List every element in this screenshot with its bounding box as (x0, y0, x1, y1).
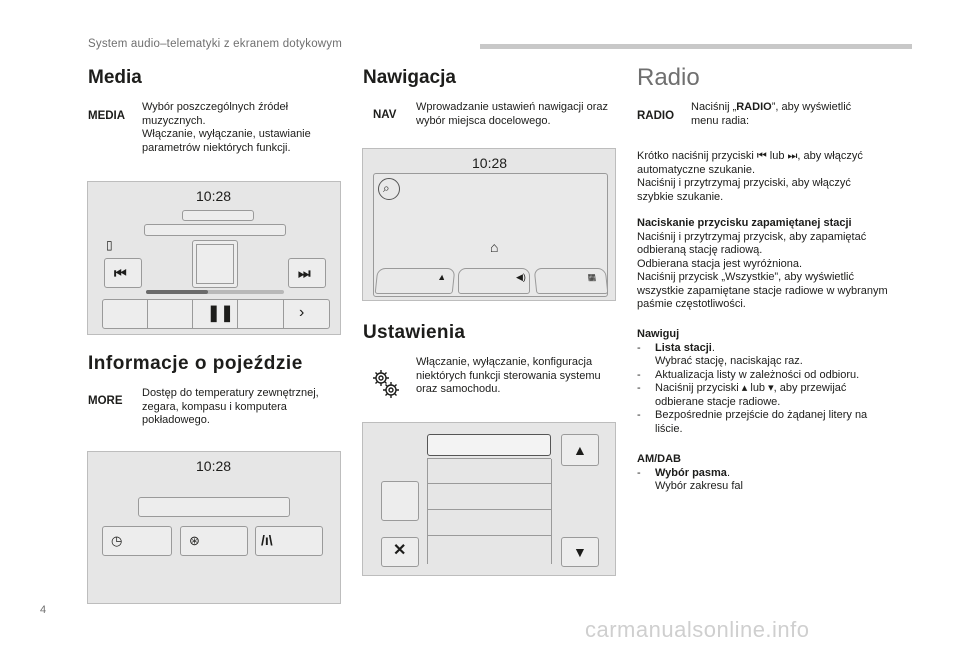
section-heading-media: Media (88, 67, 142, 88)
section-heading-vehicle-info: Informacje o pojeździe (88, 353, 303, 374)
album-art (192, 240, 238, 288)
list-item: - Lista stacji. Wybrać stację, naciskając raz. (637, 341, 803, 367)
radio-list-screen (362, 422, 616, 576)
info-status-bar (138, 497, 290, 517)
radio-seek-paragraph: Krótko naciśnij przyciski ⏮ lub ⏭, aby włączyć automatyczne szukanie. Naciśnij i przytrzymaj przyciski, aby włączyć szybkie szukanie. (637, 150, 863, 203)
clock-icon: ◷ (111, 533, 123, 548)
radio-band-paragraph: AM/DAB - Wybór pasma. Wybór zakresu fal (637, 453, 907, 494)
list-item: - Wybór pasma. Wybór zakresu fal (637, 466, 743, 492)
skip-forward-icon: ⏭ (298, 265, 311, 281)
close-icon: ✕ (393, 542, 407, 559)
close-button[interactable] (381, 537, 419, 567)
progress-bar[interactable] (146, 290, 284, 294)
triangle-up-icon: ▲ (573, 442, 587, 458)
screen-clock: 10:28 (472, 155, 508, 171)
section-heading-settings: Ustawienia (363, 322, 466, 343)
chevron-right-icon[interactable]: › (299, 304, 305, 321)
map-area[interactable] (373, 173, 608, 297)
skip-back-icon: ⏮ (114, 265, 127, 281)
list-item: - Naciśnij przyciski ▴ lub ▾, aby przewijać odbierane stacje radiowe. (637, 382, 847, 408)
list-selected-row[interactable] (427, 434, 551, 456)
road-icon: /ı\ (261, 532, 273, 548)
settings-gear-icon (368, 366, 404, 402)
radio-key-label: RADIO (637, 110, 675, 122)
media-key-label: MEDIA (88, 110, 126, 122)
watermark: carmanualsonline.info (585, 617, 810, 642)
compass-tile[interactable] (180, 526, 248, 556)
media-control-strip (102, 299, 330, 329)
previous-track-button[interactable] (104, 258, 142, 288)
nav-key-label: NAV (373, 109, 397, 121)
vehicle-position-icon: ⌂ (490, 239, 499, 255)
nav-tile-middle[interactable] (458, 268, 530, 294)
list-item: - Bezpośrednie przejście do żądanej litery na liście. (637, 409, 868, 435)
running-header: System audio–telematyki z ekranem dotykowym (88, 38, 343, 50)
radio-intro: Naciśnij „RADIO”, aby wyświetlić menu radia: (691, 101, 852, 127)
compass-icon: ⊛ (189, 533, 200, 548)
map-zoom-icon[interactable]: ⌕ (378, 178, 400, 200)
screen-clock: 10:28 (196, 458, 232, 474)
trip-computer-tile[interactable] (255, 526, 323, 556)
media-source-bar (182, 210, 254, 221)
nav-tile-right[interactable] (534, 268, 609, 294)
settings-description: Włączanie, wyłączanie, konfiguracja niektórych funkcji sterowania systemu oraz samochodu. (416, 356, 601, 395)
section-heading-radio: Radio (637, 64, 700, 91)
nav-tile-left[interactable] (375, 268, 456, 294)
next-track-button[interactable] (288, 258, 326, 288)
media-description: Wybór poszczególnych źródeł muzycznych. Włączanie, wyłączanie, ustawianie parametrów niektórych funkcji. (142, 101, 311, 154)
header-rule (480, 44, 912, 49)
triangle-down-icon: ▼ (573, 544, 587, 560)
page-number: 4 (40, 604, 47, 616)
volume-icon: ◀) (516, 272, 526, 282)
clock-tile[interactable] (102, 526, 172, 556)
scroll-down-button[interactable] (561, 537, 599, 567)
nav-screen (362, 148, 616, 301)
more-key-label: MORE (88, 395, 123, 407)
nav-description: Wprowadzanie ustawień nawigacji oraz wybór miejsca docelowego. (416, 101, 608, 127)
media-track-bar (144, 224, 286, 236)
radio-preset-paragraph: Naciskanie przycisku zapamiętanej stacji Naciśnij i przytrzymaj przycisk, aby zapamiętać odbieraną stację radiową. Odbierana stacja jest wyróżniona. Naciśnij przycisk „Wszystkie”, aby wyświetlić wszystkie zapamiętane stacje radiowe w wybranym paśmie częstotliwości. (637, 217, 888, 310)
screen-clock: 10:28 (196, 188, 232, 204)
traffic-icon: ▦ (587, 272, 597, 282)
scroll-up-button[interactable] (561, 434, 599, 466)
phone-icon: ▯ (106, 238, 113, 252)
info-screen (87, 451, 341, 604)
pause-icon[interactable]: ❚❚ (207, 305, 234, 322)
letter-jump-tile[interactable] (381, 481, 419, 521)
list-item: - Aktualizacja listy w zależności od odbioru. (637, 368, 860, 381)
radio-navigate-paragraph: Nawiguj - Lista stacji. Wybrać stację, naciskając raz. - Aktualizacja listy w zależności od odbioru. - Naciśnij przyciski ▴ lub ▾, aby przewijać odbierane stacje radiowe. - Bezpośrednie przejście do żądanej litery na liście. (637, 328, 907, 436)
section-heading-navigation: Nawigacja (363, 67, 456, 88)
info-description: Dostęp do temperatury zewnętrznej, zegara, kompasu i komputera pokładowego. (142, 387, 319, 426)
arrow-up-icon: ▲ (436, 272, 447, 282)
media-screen (87, 181, 341, 335)
